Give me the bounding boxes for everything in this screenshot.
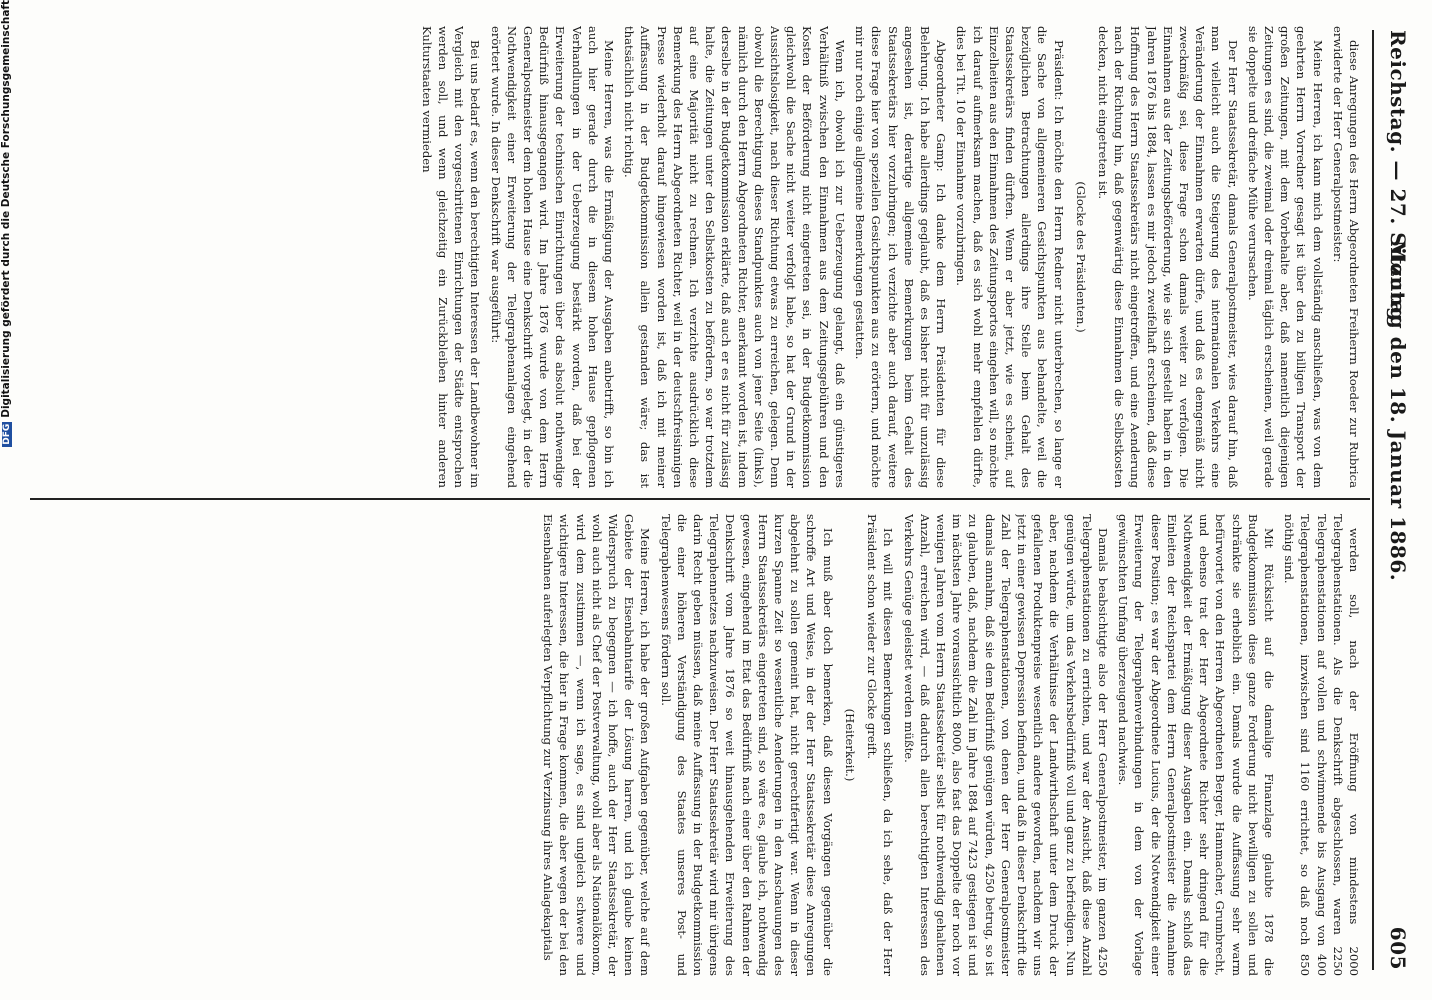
- paragraph: werden soll, nach der Eröffnung von mindestens 2000 Telegraphenstationen. Als die Denkschrift abgeschlossen, waren 2250 Telegraphenstationen auf vollen und schwimmende bis Ausgang von 400 Telegraphenstationen, inzwischen sind 1160 errichtet, so daß noch 850 nöthig sind.: [1282, 514, 1361, 976]
- paragraph: Ich will mit diesen Bemerkungen schließen, da ich sehe, daß der Herr Präsident schon wieder zur Glocke greift.: [865, 514, 896, 976]
- paragraph: Damals beabsichtigte also der Herr Generalpostmeister, im ganzen 4250 Telegraphenstationen zu errichten, und war der Ansicht, daß diese Anzahl genügen würde, um das Verkehrsbedürfniß voll und ganz zu befriedigen. Nun aber, nachdem die Verhältnisse der Landwirthschaft unter dem Druck der gefallenen Produktenpreise wesentlich andere geworden, nachdem wir uns jetzt in einer gewissen Depression befinden, und daß in dieser Denkschrift die Zahl der Telegraphenstationen, von denen der Herr Generalpostmeister damals annahm, daß sie dem Bedürfniß genügen würden, 4250 betrug, so ist zu glauben, daß, nachdem die Zahl im Jahre 1884 auf 7423 gestiegen ist und im nächsten Jahre voraussichtlich 8000, also fast das Doppelte der noch vor wenigen Jahren vom Herrn Staatssekretär selbst für nothwendig gehaltenen Anzahl, erreichen wird, — daß dadurch allen berechtigten Interessen des Verkehrs Genüge geleistet werden müßte.: [901, 514, 1110, 976]
- paragraph: Abgeordneter Gamp: Ich danke dem Herrn Präsidenten für diese Belehrung. Ich habe allerdings geglaubt, daß es bisher nicht für unzulässig angesehen ist, derartige allgemeine Bemerkungen beim Gehalt des Staatssekretärs hier vorzubringen; ich verzichte aber auch darauf, weitere diese Frage hier von speziellen Gesichtspunkten aus zu erörtern, und möchte mir nur noch einige allgemeine Bemerkungen gestatten.: [853, 26, 949, 488]
- stage-direction: (Glocke des Präsidenten.): [1073, 181, 1088, 333]
- dfg-logo: DFG: [2, 423, 12, 445]
- stage-direction: (Heiterkeit.): [842, 708, 857, 782]
- paragraph: Meine Herren, ich habe der großen Aufgaben gegenüber, welche auf dem Gebiete der Eisenbahntarife der Lösung harren, und ich glaube keinen Widerspruch zu begegnen — ich hoffe, auch der Herr Staatssekretär, der wohl auch nicht als Chef der Postverwaltung, wohl aber als Nationalökonom, wird dem zustimmen —, wenn ich sage, es sind ungleich schwere und wichtigere Interessen, die hier in Frage kommen, die aber wegen der bei den Eisenbahnen auferlegten Verpflichtung zur Verzinsung ihres Anlagekapitals: [541, 514, 653, 976]
- header-date: Montag den 18. Januar 1886.: [1386, 240, 1410, 582]
- paragraph: diese Anregungen des Herrn Abgeordneten Freiherrn Roeder zur Rubrica erwiderte der Herr Generalpostmeister:: [1330, 26, 1361, 488]
- page-header: [1380, 30, 1416, 970]
- paragraph: Wenn ich, obwohl ich zur Ueberzeugung gelangt, daß ein günstigeres Verhältniß zwischen den Einnahmen aus dem Zeitungsgebühren und den Kosten der Beförderung nicht eingetreten sei, in der Budgetkommission gleichwohl die Sache nicht weiter verfolgt habe, so hat der Grund in der Aussichtslosigkeit, nach dieser Richtung etwas zu erreichen, gelegen. Denn obwohl die Berechtigung dieses Standpunktes auch von jener Seite (links), nämlich durch den Herrn Abgeordneten Richter, anerkannt worden ist, indem derselbe in der Budgetkommission erklärte, daß auch er es nicht für zulässig halte, die Zeitungen unter den Selbstkosten zu befördern, so war trotzdem auf eine Majorität nicht zu rechnen. Ich verzichte ausdrücklich diese Bemerkung des Herrn Abgeordneten Richter, weil in der deutschfreisinnigen Presse wiederholt darauf hingewiesen worden ist, daß ich mit meiner Auffassung in der Budgetkommission allein gestanden wäre; das ist thatsächlich nicht richtig.: [622, 26, 847, 488]
- right-column: [32, 514, 1362, 976]
- paragraph: Meine Herren, was die Ermäßigung der Ausgaben anbetrifft, so bin ich auch hier gerade durch die in diesem hohen Hause gepflogenen Verhandlungen in der Ueberzeugung bestärkt worden, daß bei der Erweiterung der technischen Einrichtungen über das absolut nothwendige Bedürfniß hinausgegangen wird. Im Jahre 1876 wurde von dem Herrn Generalpostmeister dem hohen Hause eine Denkschrift vorgelegt, in der die Nothwendigkeit einer Erweiterung der Telegraphenanlagen eingehend erörtert wurde. In dieser Denkschrift war ausgeführt:: [488, 26, 617, 488]
- page-number: 605: [1386, 926, 1410, 970]
- paragraph: Präsident: Ich möchte den Herrn Redner nicht unterbrechen, so lange er die Sache von allgemeineren Gesichtspunkten aus behandelte, weil die bezüglichen Betrachtungen allerdings ihre Stelle beim Gehalt des Staatssekretärs finden dürften. Wenn er aber jetzt, wie es scheint, auf Einzelheiten aus den Einnahmen des Zeitungsportos eingehen will, so möchte ich darauf aufmerksam machen, daß es sich wohl mehr empfehlen dürfte, dies bei Tit. 10 der Einnahme vorzubringen.: [954, 26, 1066, 488]
- left-column: [32, 26, 1362, 488]
- paragraph: Mit Rücksicht auf die damalige Finanzlage glaubte 1878 die Budgetkommission diese ganze Forderung nicht bewilligen zu sollen und schränkte sie erheblich ein. Damals wurde die Auffassung sehr warm befürwortet von den Herren Abgeordneten Berger, Hammacher, Grumbrecht, und ebenso trat der Herr Abgeordnete Richter sehr dringend für die Nothwendigkeit der Ermäßigung dieser Ausgaben ein. Damals schloß das Einleiten der Reichspartei dem Herrn Generalpostmeister die Annahme dieser Position; es war der Abgeordnete Lucius, der die Notwendigkeit einer Erweiterung der Telegraphenverbindungen in dem von der Vorlage gewünschten Umfang überzeugend nachwies.: [1116, 514, 1276, 976]
- paragraph: Ich muß aber doch bemerken, daß diesen Vorgängen gegenüber die schroffe Art und Weise, in der der Herr Staatssekretär diese Anregungen abgelehnt zu sollen gemeint hat, nicht gerechtfertigt war. Wenn in dieser kurzen Spanne Zeit so wesentliche Aenderungen in den Anschauungen des Herrn Staatssekretärs eingetreten sind, so wäre es, glaube ich, nothwendig gewesen, eingehend im Etat das Bedürfniß nach einer über den Rahmen der Denkschrift vom Jahre 1876 so weit hinausgehenden Erweiterung des Telegraphennetzes nachzuweisen. Der Herr Staatssekretär wird mir übrigens darin Recht geben müssen, daß meine Auffassung in der Budgetkommission die einer höheren Verständigung des Staates unseres Post- und Telegraphenwesens fördern soll.: [658, 514, 835, 976]
- footer-text: Digitalisierung gefördert durch die Deutsche Forschungsgemeinschaft: [0, 0, 12, 418]
- paragraph: Der Herr Staatssekretär, damals Generalpostmeister, wies darauf hin, daß man vielleicht auch die Steigerung des internationalen Verkehrs eine Veränderung der Einnahmen erwarten dürfe, und daß es demgemäß nicht zweckmäßig sei, diese Frage schon damals weiter zu verfolgen. Die Einnahmen aus der Zeitungsbeförderung, wie sie sich gestellt haben in den Jahren 1876 bis 1884, lassen es mir jedoch zweifelhaft erscheinen, daß diese Hoffnung des Herrn Staatssekretärs nicht eingetroffen, und eine Aenderung nach der Richtung hin, daß gegenwärtig diese Einnahmen die Selbstkosten decken, nicht eingetreten ist.: [1095, 26, 1240, 488]
- paragraph: Meine Herren, ich kann mich dem vollständig anschließen, was von dem geehrten Herrn Vorredner gesagt ist über den zu billigen Transport der großen Zeitungen, mit dem Vorbehalte aber, daß namentlich diejenigen Zeitungen es sind, die zweimal oder dreimal täglich erscheinen, weil gerade sie doppelte und dreifache Mühe verursachen.: [1245, 26, 1325, 488]
- column-divider: [30, 498, 1370, 500]
- header-session: Reichstag. — 27. Sitzung.: [1386, 30, 1410, 329]
- paragraph: Bei uns bedarf es, wenn den berechtigten Interessen der Landbewohner im Vergleich mit den vorgeschrittenen Einrichtungen der Städte entsprochen werden soll, und wenn gleichzeitig ein Zurückbleiben hinter anderen Kulturstaaten vermieden: [419, 26, 483, 488]
- digitization-footer: [0, 0, 16, 1000]
- header-rule: [1372, 30, 1374, 970]
